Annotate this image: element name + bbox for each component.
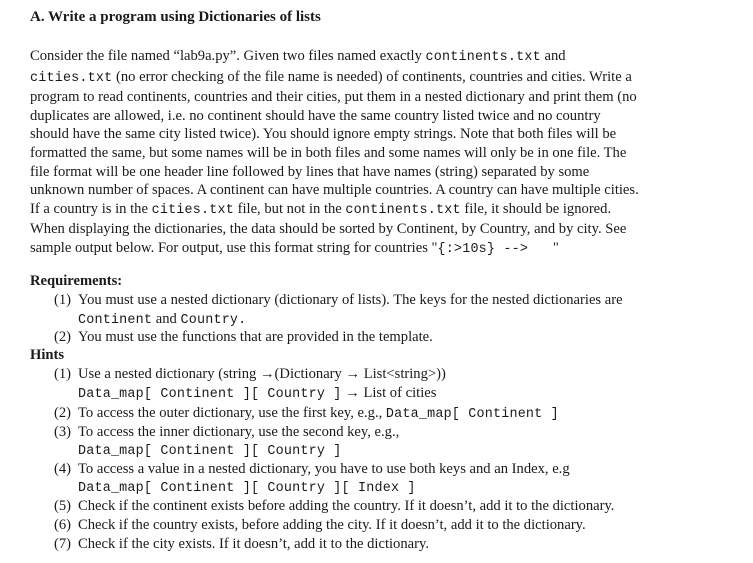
inline-code: Data_map[ Continent ][ Country ] <box>78 444 342 459</box>
intro-text: file, it should be ignored. <box>460 200 612 217</box>
item-number: (6) <box>54 517 72 533</box>
intro-line: formatted the same, but some names will be in both files and some names will only be in one file. The <box>30 144 627 161</box>
intro-text: " <box>552 239 559 256</box>
item-text: and <box>155 311 177 327</box>
item-number: (2) <box>54 329 72 345</box>
intro-line: program to read continents, countries and their cities, put them in a nested dictionary and print them (no <box>30 89 637 106</box>
intro-text: and <box>540 48 566 64</box>
hint-code-line <box>78 478 416 499</box>
item-text: → List of cities <box>345 385 437 401</box>
hints-heading: Hints <box>30 347 65 363</box>
intro-line: unknown number of spaces. A continent can have multiple countries. A country can have multiple cities. <box>30 182 639 199</box>
item-number: (1) <box>54 292 72 308</box>
item-text: To access the outer dictionary, use the first key, e.g., <box>78 405 386 421</box>
requirements-heading: Requirements: <box>30 273 123 289</box>
item-number: (3) <box>54 424 72 440</box>
item-number: (4) <box>54 461 72 477</box>
inline-code: continents.txt <box>345 202 461 218</box>
inline-code: Country. <box>180 313 247 328</box>
item-text: Check if the city exists. If it doesn’t, add it to the dictionary. <box>78 536 429 552</box>
hint-item <box>54 516 586 535</box>
intro-paragraph <box>30 47 730 260</box>
hint-item <box>54 404 559 425</box>
item-number: (2) <box>54 405 72 421</box>
item-text: You must use the functions that are provided in the template. <box>78 329 433 345</box>
item-number: (5) <box>54 498 72 514</box>
intro-line: duplicates are allowed, i.e. no continent should have the same country listed twice and no country <box>30 107 601 124</box>
item-text: Use a nested dictionary (string →(Dictionary → List<string>)) <box>78 366 446 382</box>
item-text: To access a value in a nested dictionary, you have to use both keys and an Index, e.g <box>78 461 570 477</box>
intro-line: When displaying the dictionaries, the data should be sorted by Continent, by Country, and by city. See <box>30 221 627 238</box>
item-text: Check if the country exists, before adding the city. If it doesn’t, add it to the dictionary. <box>78 517 586 533</box>
inline-code: cities.txt <box>151 202 234 218</box>
item-text: Check if the continent exists before adding the country. If it doesn’t, add it to the dictionary. <box>78 498 615 514</box>
inline-code: Continent <box>78 313 153 328</box>
item-text: To access the inner dictionary, use the second key, e.g., <box>78 424 400 440</box>
hint-item <box>54 535 429 554</box>
format-string-code: {:>10s} --> <box>437 241 553 257</box>
inline-code: Data_map[ Continent ][ Country ] <box>78 387 342 402</box>
intro-text: Consider the file named “lab9a.py”. Given two files named exactly <box>30 48 426 64</box>
hint-code-line <box>78 384 436 405</box>
hint-code-line <box>78 441 342 462</box>
item-number: (7) <box>54 536 72 552</box>
item-number: (1) <box>54 366 72 382</box>
intro-text: file, but not in the <box>233 200 346 217</box>
hint-item <box>54 497 614 516</box>
hint-item <box>54 460 570 479</box>
inline-code: continents.txt <box>425 50 541 65</box>
inline-code: Data_map[ Continent ] <box>385 407 559 422</box>
requirement-item <box>54 291 623 310</box>
inline-code: cities.txt <box>30 70 113 86</box>
intro-text: sample output below. For output, use this format string for countries " <box>30 239 438 256</box>
hint-item <box>54 423 399 442</box>
section-title: A. Write a program using Dictionaries of lists <box>30 9 321 25</box>
intro-line: file format will be one header line followed by lines that have names (string) separated by some <box>30 163 590 180</box>
requirement-item <box>54 328 433 347</box>
intro-text: (no error checking of the file name is needed) of continents, countries and cities. Write a <box>112 68 632 85</box>
inline-code: Data_map[ Continent ][ Country ][ Index ] <box>78 481 416 496</box>
hint-item <box>54 365 446 384</box>
intro-line: should have the same city listed twice). You should ignore empty strings. Note that both files will be <box>30 126 617 143</box>
intro-text: If a country is in the <box>30 200 152 217</box>
item-text: You must use a nested dictionary (dictionary of lists). The keys for the nested dictionaries are <box>78 292 623 308</box>
